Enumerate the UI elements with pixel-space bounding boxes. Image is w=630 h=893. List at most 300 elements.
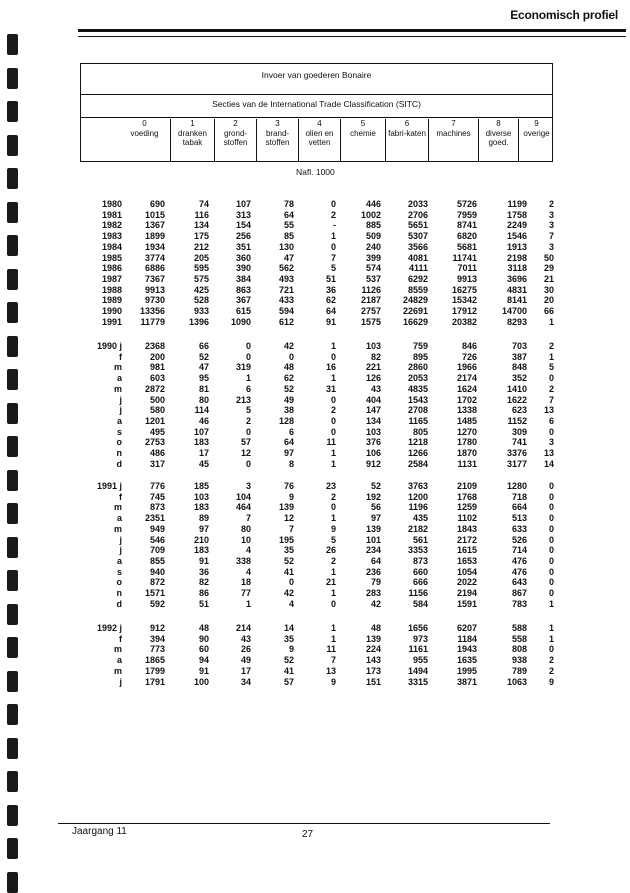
table-cell: 42 [370, 598, 381, 609]
table-row [0, 577, 630, 588]
table-cell: 3763 [407, 481, 428, 491]
table-cell: 1156 [408, 588, 428, 598]
table-row [0, 588, 630, 599]
table-cell: 1 [245, 373, 251, 384]
table-cell: 1656 [407, 623, 428, 633]
table-cell: 1 [330, 588, 336, 598]
table-cell: 139 [365, 523, 381, 534]
table-cell: 690 [149, 199, 165, 209]
table-cell: 151 [365, 676, 381, 687]
table-cell: 718 [511, 491, 527, 502]
table-cell: 2 [548, 655, 554, 666]
row-period-label: d [116, 458, 122, 469]
row-period-label: j [119, 545, 122, 556]
table-cell: 23 [325, 481, 336, 491]
table-cell: 360 [235, 252, 251, 263]
column-header-2 [214, 119, 256, 162]
table-row [0, 199, 630, 210]
table-row [0, 502, 630, 513]
table-row [0, 545, 630, 556]
table-cell: 3315 [407, 676, 428, 687]
table-cell: 759 [412, 341, 428, 351]
table-cell: 0 [548, 481, 554, 491]
table-cell: 103 [365, 426, 381, 437]
table-row [0, 427, 630, 438]
table-cell: 390 [235, 263, 251, 274]
table-cell: 1494 [407, 665, 428, 676]
table-cell: 3871 [456, 676, 477, 687]
table-cell: 9913 [456, 273, 477, 284]
table-cell: 2872 [144, 383, 165, 394]
table-cell: 48 [370, 623, 381, 633]
table-cell: 1367 [144, 220, 165, 231]
table-cell: 1543 [407, 394, 428, 405]
table-cell: 183 [193, 545, 209, 556]
row-period-label: 1982 [101, 220, 122, 231]
table-cell: 933 [193, 306, 209, 316]
table-cell: 594 [278, 306, 294, 316]
row-period-label: 1990 j [96, 341, 122, 351]
table-cell: 30 [543, 284, 554, 295]
row-period-label: 1991 j [96, 481, 122, 491]
table-cell: 367 [235, 295, 251, 306]
table-cell: 91 [198, 665, 209, 676]
table-cell: 1266 [407, 448, 428, 458]
table-cell: 3 [548, 209, 554, 220]
table-cell: 52 [370, 481, 381, 491]
column-header-5 [340, 119, 385, 162]
table-cell: 1780 [456, 437, 477, 448]
table-cell: 4111 [408, 263, 428, 274]
table-cell: 8293 [506, 316, 527, 327]
table-row [0, 395, 630, 406]
row-period-label: 1987 [101, 273, 122, 284]
row-period-label: a [116, 513, 122, 524]
table-cell: 352 [511, 373, 527, 384]
table-row [0, 634, 630, 645]
table-cell: 13 [543, 448, 554, 458]
table-cell: 2172 [456, 534, 477, 545]
table-cell: 7 [330, 252, 336, 263]
table-cell: 236 [365, 566, 381, 577]
table-cell: 2194 [456, 588, 477, 598]
table-cell: 0 [548, 534, 554, 545]
table-cell: 1635 [456, 655, 477, 666]
table-cell: 873 [149, 502, 165, 513]
table-cell: 1575 [360, 316, 381, 327]
table-cell: 82 [198, 577, 209, 588]
column-number: 3 [275, 119, 280, 128]
table-cell: 1280 [506, 481, 527, 491]
table-row [0, 362, 630, 373]
table-cell: 0 [548, 491, 554, 502]
table-cell: 808 [511, 644, 527, 655]
table-cell: 45 [198, 458, 209, 469]
table-cell: 82 [370, 351, 381, 362]
row-period-label: j [119, 405, 122, 416]
table-cell: 376 [365, 437, 381, 448]
table-cell: 16 [325, 362, 336, 373]
table-row [0, 655, 630, 666]
table-cell: 2 [330, 555, 336, 566]
table-cell: 64 [283, 437, 294, 448]
table-cell: 47 [283, 252, 294, 263]
table-cell: 1624 [456, 383, 477, 394]
table-row [0, 242, 630, 253]
table-cell: 741 [511, 437, 527, 448]
table-cell: 6 [548, 415, 554, 426]
table-cell: 2 [330, 491, 336, 502]
column-number: 8 [496, 119, 501, 128]
table-cell: 74 [198, 199, 209, 209]
row-period-label: j [119, 676, 122, 687]
table-cell: 500 [149, 394, 165, 405]
table-cell: 9913 [144, 284, 165, 295]
table-cell: 1 [548, 623, 554, 633]
column-number: 2 [233, 119, 238, 128]
table-cell: 664 [511, 502, 527, 513]
table-cell: 588 [511, 623, 527, 633]
table-row [0, 666, 630, 677]
table-cell: 623 [511, 405, 527, 416]
table-cell: 615 [235, 306, 251, 316]
column-label: olien en vetten [305, 128, 334, 147]
table-cell: 558 [511, 633, 527, 644]
table-cell: 86 [198, 588, 209, 598]
table-cell: 234 [365, 545, 381, 556]
column-label: diverse goed. [485, 128, 512, 147]
table-cell: 130 [278, 241, 294, 252]
table-cell: 1934 [144, 241, 165, 252]
table-cell: 476 [511, 555, 527, 566]
table-cell: 973 [412, 633, 428, 644]
table-cell: 283 [365, 588, 381, 598]
table-cell: 848 [511, 362, 527, 373]
table-row [0, 341, 630, 352]
table-cell: 43 [240, 633, 251, 644]
table-cell: 0 [548, 644, 554, 655]
table-cell: 21 [543, 273, 554, 284]
table-cell: 3177 [506, 458, 527, 469]
table-cell: 6 [288, 426, 294, 437]
table-row [0, 253, 630, 264]
table-cell: 4 [288, 598, 294, 609]
table-cell: 745 [149, 491, 165, 502]
binding-hole [7, 771, 18, 792]
table-cell: 7367 [144, 273, 165, 284]
row-period-label: n [116, 588, 122, 598]
table-cell: 85 [283, 231, 294, 242]
table-row [0, 295, 630, 306]
table-cell: 1622 [506, 394, 527, 405]
table-cell: 0 [548, 588, 554, 598]
table-cell: 114 [194, 405, 209, 416]
table-cell: 106 [365, 448, 381, 458]
row-period-label: 1985 [101, 252, 122, 263]
table-cell: 20382 [451, 316, 477, 327]
table-row [0, 231, 630, 242]
table-cell: 1102 [457, 513, 477, 524]
binding-hole [7, 872, 18, 893]
table-cell: 885 [365, 220, 381, 231]
table-cell: 1791 [144, 676, 165, 687]
row-period-label: 1986 [101, 263, 122, 274]
table-cell: 0 [288, 577, 294, 588]
table-cell: 42 [283, 588, 294, 598]
table-cell: 173 [365, 665, 381, 676]
table-cell: 0 [245, 341, 251, 351]
table-cell: 1002 [360, 209, 381, 220]
table-cell: 2 [245, 415, 251, 426]
table-cell: 11 [326, 644, 336, 655]
table-cell: 2706 [407, 209, 428, 220]
table-cell: 12 [240, 448, 251, 458]
table-cell: 0 [548, 545, 554, 556]
table-cell: 3566 [407, 241, 428, 252]
table-cell: 1338 [456, 405, 477, 416]
table-cell: 64 [325, 306, 336, 316]
row-period-label: 1980 [101, 199, 122, 209]
header-rule-thick [78, 29, 626, 32]
table-cell: 17 [240, 665, 251, 676]
table-cell: 22691 [402, 306, 428, 316]
table-row [0, 373, 630, 384]
table-header-box [80, 63, 553, 162]
table-cell: 134 [193, 220, 209, 231]
table-cell: 147 [365, 405, 381, 416]
table-cell: 6292 [407, 273, 428, 284]
table-cell: 6820 [456, 231, 477, 242]
table-row [0, 274, 630, 285]
table-cell: 2187 [360, 295, 381, 306]
table-cell: 17 [198, 448, 209, 458]
table-cell: 21 [325, 577, 336, 588]
table-cell: 2022 [456, 577, 477, 588]
column-number: 6 [404, 119, 410, 128]
row-period-label: s [116, 426, 122, 437]
table-cell: 1758 [506, 209, 527, 220]
table-cell: 11741 [452, 252, 477, 263]
table-cell: 38 [283, 405, 294, 416]
table-cell: 7 [548, 394, 554, 405]
table-cell: 11 [326, 437, 336, 448]
row-period-label: 1991 [101, 316, 122, 327]
table-cell: 319 [235, 362, 251, 373]
table-header-divider [81, 117, 552, 118]
row-period-label: 1988 [101, 284, 122, 295]
table-cell: 8741 [456, 220, 477, 231]
table-cell: 14 [283, 623, 294, 633]
column-number: 1 [190, 119, 195, 128]
table-cell: 26 [325, 545, 336, 556]
table-cell: 1054 [456, 566, 477, 577]
table-cell: 13 [543, 405, 554, 416]
table-cell: 1 [330, 373, 336, 384]
table-cell: 2368 [144, 341, 165, 351]
row-period-label: j [119, 394, 122, 405]
table-cell: 49 [283, 394, 294, 405]
table-cell: 2 [330, 209, 336, 220]
table-cell: 1843 [456, 523, 477, 534]
table-cell: 574 [365, 263, 381, 274]
table-cell: 221 [365, 362, 381, 373]
table-cell: 1870 [456, 448, 477, 458]
table-cell: 863 [235, 284, 251, 295]
table-cell: 64 [283, 209, 294, 220]
table-cell: 9 [288, 644, 294, 655]
table-cell: 537 [365, 273, 381, 284]
table-cell: 57 [240, 437, 251, 448]
table-cell: 1 [330, 633, 336, 644]
table-cell: 1161 [408, 644, 428, 655]
column-number: 5 [360, 119, 366, 128]
table-cell: 425 [193, 284, 209, 295]
table-cell: 139 [278, 502, 294, 513]
table-cell: 446 [365, 199, 381, 209]
column-header-8 [478, 119, 518, 162]
table-cell: 0 [548, 523, 554, 534]
row-period-label: o [116, 437, 122, 448]
table-cell: 7 [288, 523, 294, 534]
table-cell: 1396 [188, 316, 209, 327]
table-cell: 776 [149, 481, 165, 491]
table-cell: 9 [548, 676, 554, 687]
binding-hole [7, 101, 18, 122]
table-row [0, 556, 630, 567]
table-cell: 91 [198, 555, 209, 566]
table-row [0, 306, 630, 317]
table-cell: 89 [198, 513, 209, 524]
table-cell: 1410 [506, 383, 527, 394]
table-cell: 35 [283, 633, 294, 644]
table-cell: 1702 [456, 394, 477, 405]
table-cell: 313 [235, 209, 251, 220]
header-rule-thin [78, 36, 626, 37]
table-cell: 90 [198, 633, 209, 644]
binding-hole [7, 135, 18, 156]
table-cell: 1 [330, 341, 336, 351]
column-label: dranken tabak [178, 128, 207, 147]
table-cell: 9 [330, 523, 336, 534]
table-cell: 309 [511, 426, 527, 437]
row-period-label: f [119, 351, 122, 362]
table-cell: 2033 [407, 199, 428, 209]
table-cell: 773 [149, 644, 165, 655]
table-cell: 7 [245, 513, 251, 524]
table-cell: 56 [370, 502, 381, 513]
table-cell: 8559 [407, 284, 428, 295]
table-cell: 4 [245, 545, 251, 556]
column-header-0 [119, 119, 170, 162]
table-cell: 873 [412, 555, 428, 566]
table-cell: 660 [412, 566, 428, 577]
row-period-label: m [113, 362, 122, 373]
table-cell: 43 [370, 383, 381, 394]
table-cell: 2 [548, 665, 554, 676]
table-cell: 0 [330, 394, 336, 405]
table-cell: 1218 [407, 437, 428, 448]
table-cell: 1090 [230, 316, 251, 327]
table-row [0, 567, 630, 578]
table-cell: 0 [548, 555, 554, 566]
table-cell: 200 [149, 351, 165, 362]
table-cell: 77 [240, 588, 251, 598]
row-period-label: 1984 [101, 241, 122, 252]
table-cell: 5 [330, 263, 336, 274]
column-header-7 [428, 119, 478, 162]
table-cell: 0 [288, 351, 294, 362]
table-cell: 493 [278, 273, 294, 284]
table-cell: 1 [330, 448, 336, 458]
table-cell: 103 [193, 491, 209, 502]
table-cell: 2708 [407, 405, 428, 416]
table-cell: 562 [278, 263, 294, 274]
row-period-label: j [119, 534, 122, 545]
table-cell: 2 [548, 199, 554, 209]
table-cell: 1768 [456, 491, 477, 502]
table-cell: 66 [198, 341, 209, 351]
table-cell: 183 [193, 437, 209, 448]
table-row [0, 535, 630, 546]
table-cell: 2109 [456, 481, 477, 491]
table-cell: 546 [149, 534, 165, 545]
table-cell: 435 [412, 513, 428, 524]
table-cell: 666 [412, 577, 428, 588]
binding-hole [7, 68, 18, 89]
table-cell: 195 [278, 534, 294, 545]
table-cell: 1 [330, 566, 336, 577]
row-period-label: m [113, 502, 122, 513]
table-cell: 256 [235, 231, 251, 242]
table-cell: 846 [461, 341, 477, 351]
table-cell: 3774 [144, 252, 165, 263]
table-cell: 5681 [456, 241, 477, 252]
table-cell: 464 [235, 502, 251, 513]
table-cell: 1 [548, 633, 554, 644]
table-cell: 528 [193, 295, 209, 306]
table-cell: 855 [149, 555, 165, 566]
table-cell: 18 [240, 577, 251, 588]
table-cell: 17912 [451, 306, 477, 316]
table-cell: 154 [235, 220, 251, 231]
table-cell: 26 [240, 644, 251, 655]
column-number: 4 [317, 119, 322, 128]
table-cell: 5 [548, 362, 554, 373]
table-cell: 46 [198, 415, 209, 426]
table-cell: 1 [548, 316, 554, 327]
table-cell: 513 [511, 513, 527, 524]
table-cell: 8141 [506, 295, 527, 306]
table-cell: 2182 [407, 523, 428, 534]
table-cell: 100 [193, 676, 209, 687]
table-cell: 8 [288, 458, 294, 469]
table-cell: 387 [511, 351, 527, 362]
table-cell: 1865 [144, 655, 165, 666]
table-cell: 7 [330, 655, 336, 666]
table-row [0, 481, 630, 492]
table-row [0, 405, 630, 416]
page-header-title: Economisch profiel [510, 8, 618, 22]
table-cell: 912 [149, 623, 165, 633]
table-cell: 404 [365, 394, 381, 405]
column-header-9 [518, 119, 554, 162]
table-cell: 224 [365, 644, 381, 655]
table-cell: 592 [149, 598, 165, 609]
table-cell: 2198 [506, 252, 527, 263]
binding-hole [7, 168, 18, 189]
table-cell: 5651 [407, 220, 428, 231]
table-cell: 981 [149, 362, 165, 373]
